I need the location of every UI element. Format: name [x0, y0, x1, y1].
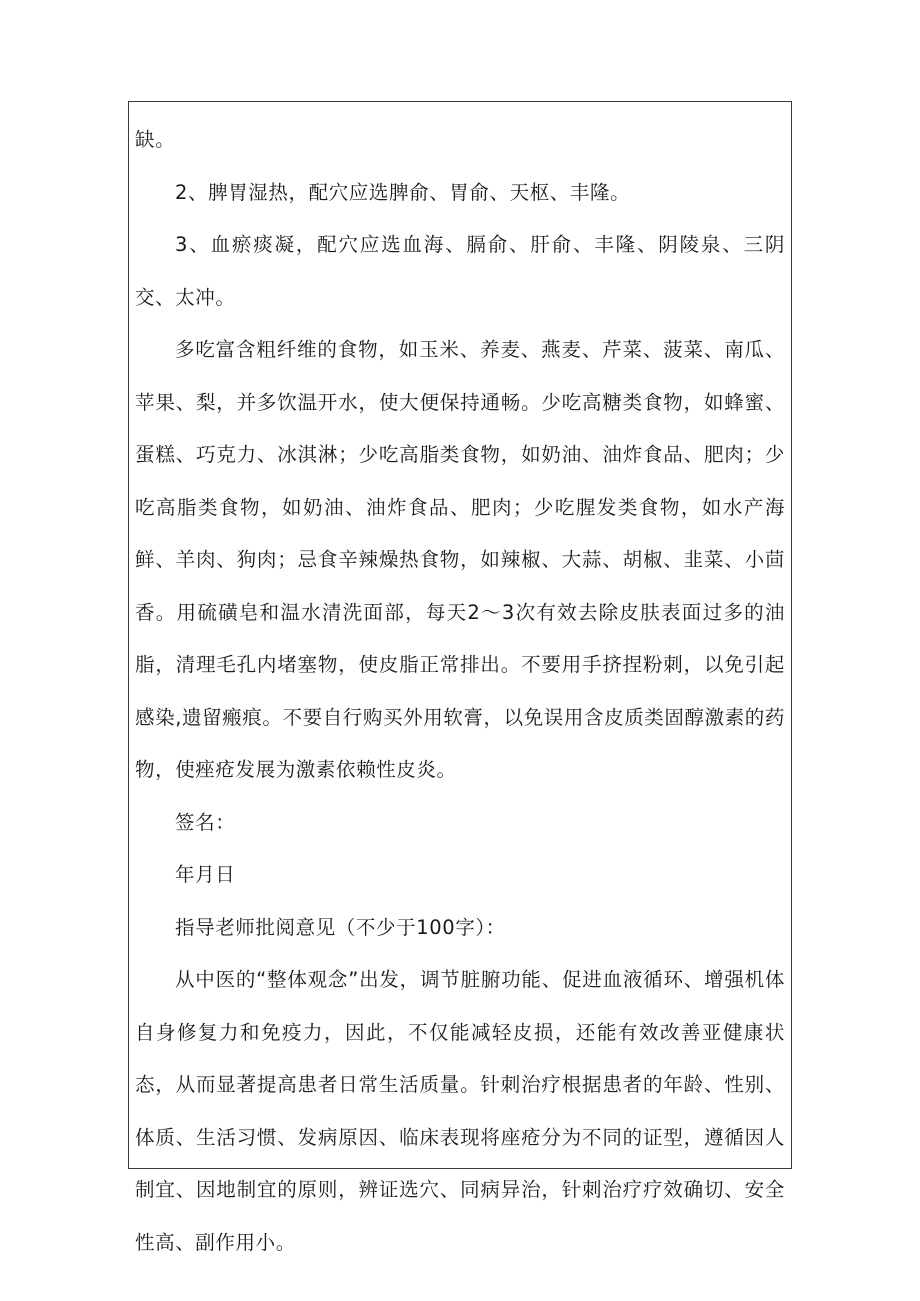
paragraph-blood-stasis-phlegm: 3、血瘀痰凝，配穴应选血海、膈俞、肝俞、丰隆、阴陵泉、三阴交、太冲。 — [135, 233, 785, 309]
document-table-cell — [128, 101, 792, 1254]
document-body — [135, 114, 785, 1269]
paragraph-diet-and-care-advice: 多吃富含粗纤维的食物，如玉米、养麦、燕麦、芹菜、菠菜、南瓜、苹果、梨，并多饮温开水，使大便保持通畅。少吃高糖类食物，如蜂蜜、蛋糕、巧克力、冰淇淋；少吃高脂类食物，如奶油、油炸食品、肥肉；少吃高脂类食物，如奶油、油炸食品、肥肉；少吃腥发类食物，如水产海鲜、羊肉、狗肉；忌食辛辣燥热食物，如辣椒、大蒜、胡椒、韭菜、小茴香。用硫磺皂和温水清洗面部，每天2〜3次有效去除皮肤表面过多的油脂，清理毛孔内堵塞物，使皮脂正常排出。不要用手挤捏粉刺，以免引起感染,遗留瘢痕。不要自行购买外用软膏，以免误用含皮质类固醇激素的药物，使痤疮发展为激素依赖性皮炎。 — [135, 338, 785, 781]
instructor-comment-heading: 指导老师批阅意见（不少于100字）： — [175, 915, 506, 939]
paragraph-continuation: 缺。 — [135, 128, 176, 151]
instructor-comment-body: 从中医的“整体观念”出发，调节脏腑功能、促进血液循环、增强机体自身修复力和免疫力，因此，不仅能减轻皮损，还能有效改善亚健康状态，从而显著提高患者日常生活质量。针刺治疗根据患者的年龄、性别、体质、生活习惯、发病原因、临床表现将座疮分为不同的证型，遵循因人制宜、因地制宜的原则，辨证选穴、同病异治，针刺治疗疗效确切、安全性高、副作用小。 — [135, 968, 785, 1254]
date-line: 年月日 — [175, 863, 236, 886]
paragraph-spleen-stomach-damp-heat: 2、脾胃湿热，配穴应选脾俞、胃俞、天枢、丰隆。 — [175, 180, 631, 204]
signature-label: 签名： — [175, 810, 236, 834]
